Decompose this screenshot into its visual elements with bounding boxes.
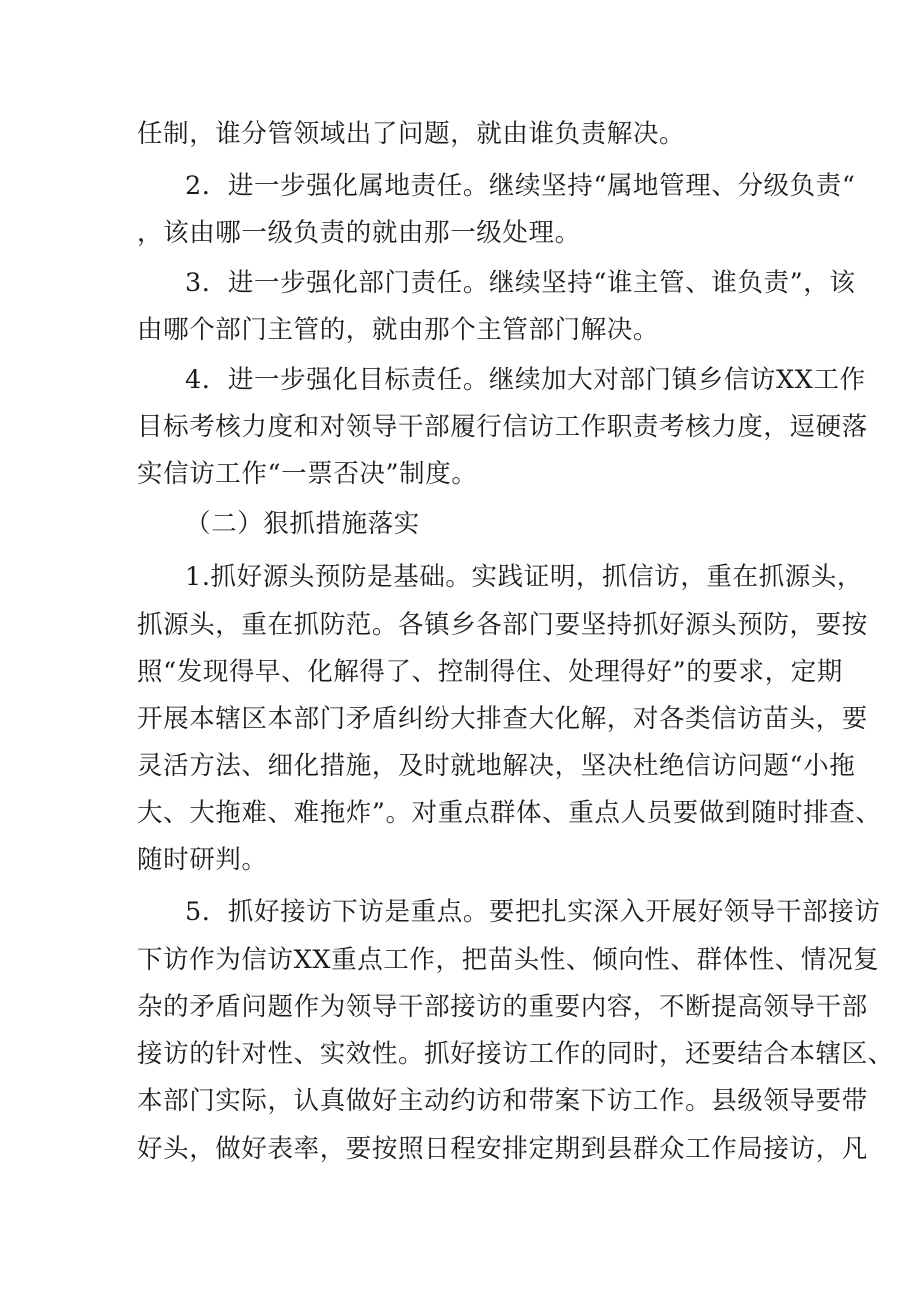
text-line: 任制，谁分管领域出了问题，就由谁负责解决。 (137, 119, 686, 149)
text-line: 接访的针对性、实效性。抓好接访工作的同时，还要结合本辖区、 (137, 1039, 894, 1069)
text-line: 照“发现得早、化解得了、控制得住、处理得好”的要求，定期 (137, 657, 843, 687)
text-line: 实信访工作“一票否决”制度。 (137, 459, 478, 489)
text-line: ，该由哪一级负责的就由那一级处理。 (137, 218, 581, 248)
text-line: 下访作为信访XX重点工作，把苗头性、倾向性、群体性、情况复 (137, 945, 880, 975)
text-line: 5．抓好接访下访是重点。要把扎实深入开展好领导干部接访 (185, 897, 881, 927)
text-line: 由哪个部门主管的，就由那个主管部门解决。 (137, 315, 660, 345)
section-heading: （二）狠抓措施落实 (185, 509, 420, 539)
text-line: 本部门实际，认真做好主动约访和带案下访工作。县级领导要带 (137, 1086, 868, 1116)
text-line: 抓源头，重在抓防范。各镇乡各部门要坚持抓好源头预防，要按 (137, 610, 868, 640)
text-line: 灵活方法、细化措施，及时就地解决，坚决杜绝信访问题“小拖 (137, 751, 856, 781)
text-line: 杂的矛盾问题作为领导干部接访的重要内容，不断提高领导干部 (137, 992, 868, 1022)
text-line: 4．进一步强化目标责任。继续加大对部门镇乡信访XX工作 (185, 365, 866, 395)
text-line: 3．进一步强化部门责任。继续坚持“谁主管、谁负责”，该 (185, 268, 856, 298)
text-line: 1.抓好源头预防是基础。实践证明，抓信访，重在抓源头， (185, 562, 864, 592)
text-line: 目标考核力度和对领导干部履行信访工作职责考核力度，逗硬落 (137, 412, 868, 442)
text-line: 2．进一步强化属地责任。继续坚持“属地管理、分级负责“ (185, 171, 856, 201)
text-line: 好头，做好表率，要按照日程安排定期到县群众工作局接访，凡 (137, 1134, 868, 1164)
text-line: 大、大拖难、难拖炸”。对重点群体、重点人员要做到随时排查、 (137, 798, 882, 828)
text-line: 随时研判。 (137, 845, 268, 875)
text-line: 开展本辖区本部门矛盾纠纷大排查大化解，对各类信访苗头，要 (137, 704, 868, 734)
